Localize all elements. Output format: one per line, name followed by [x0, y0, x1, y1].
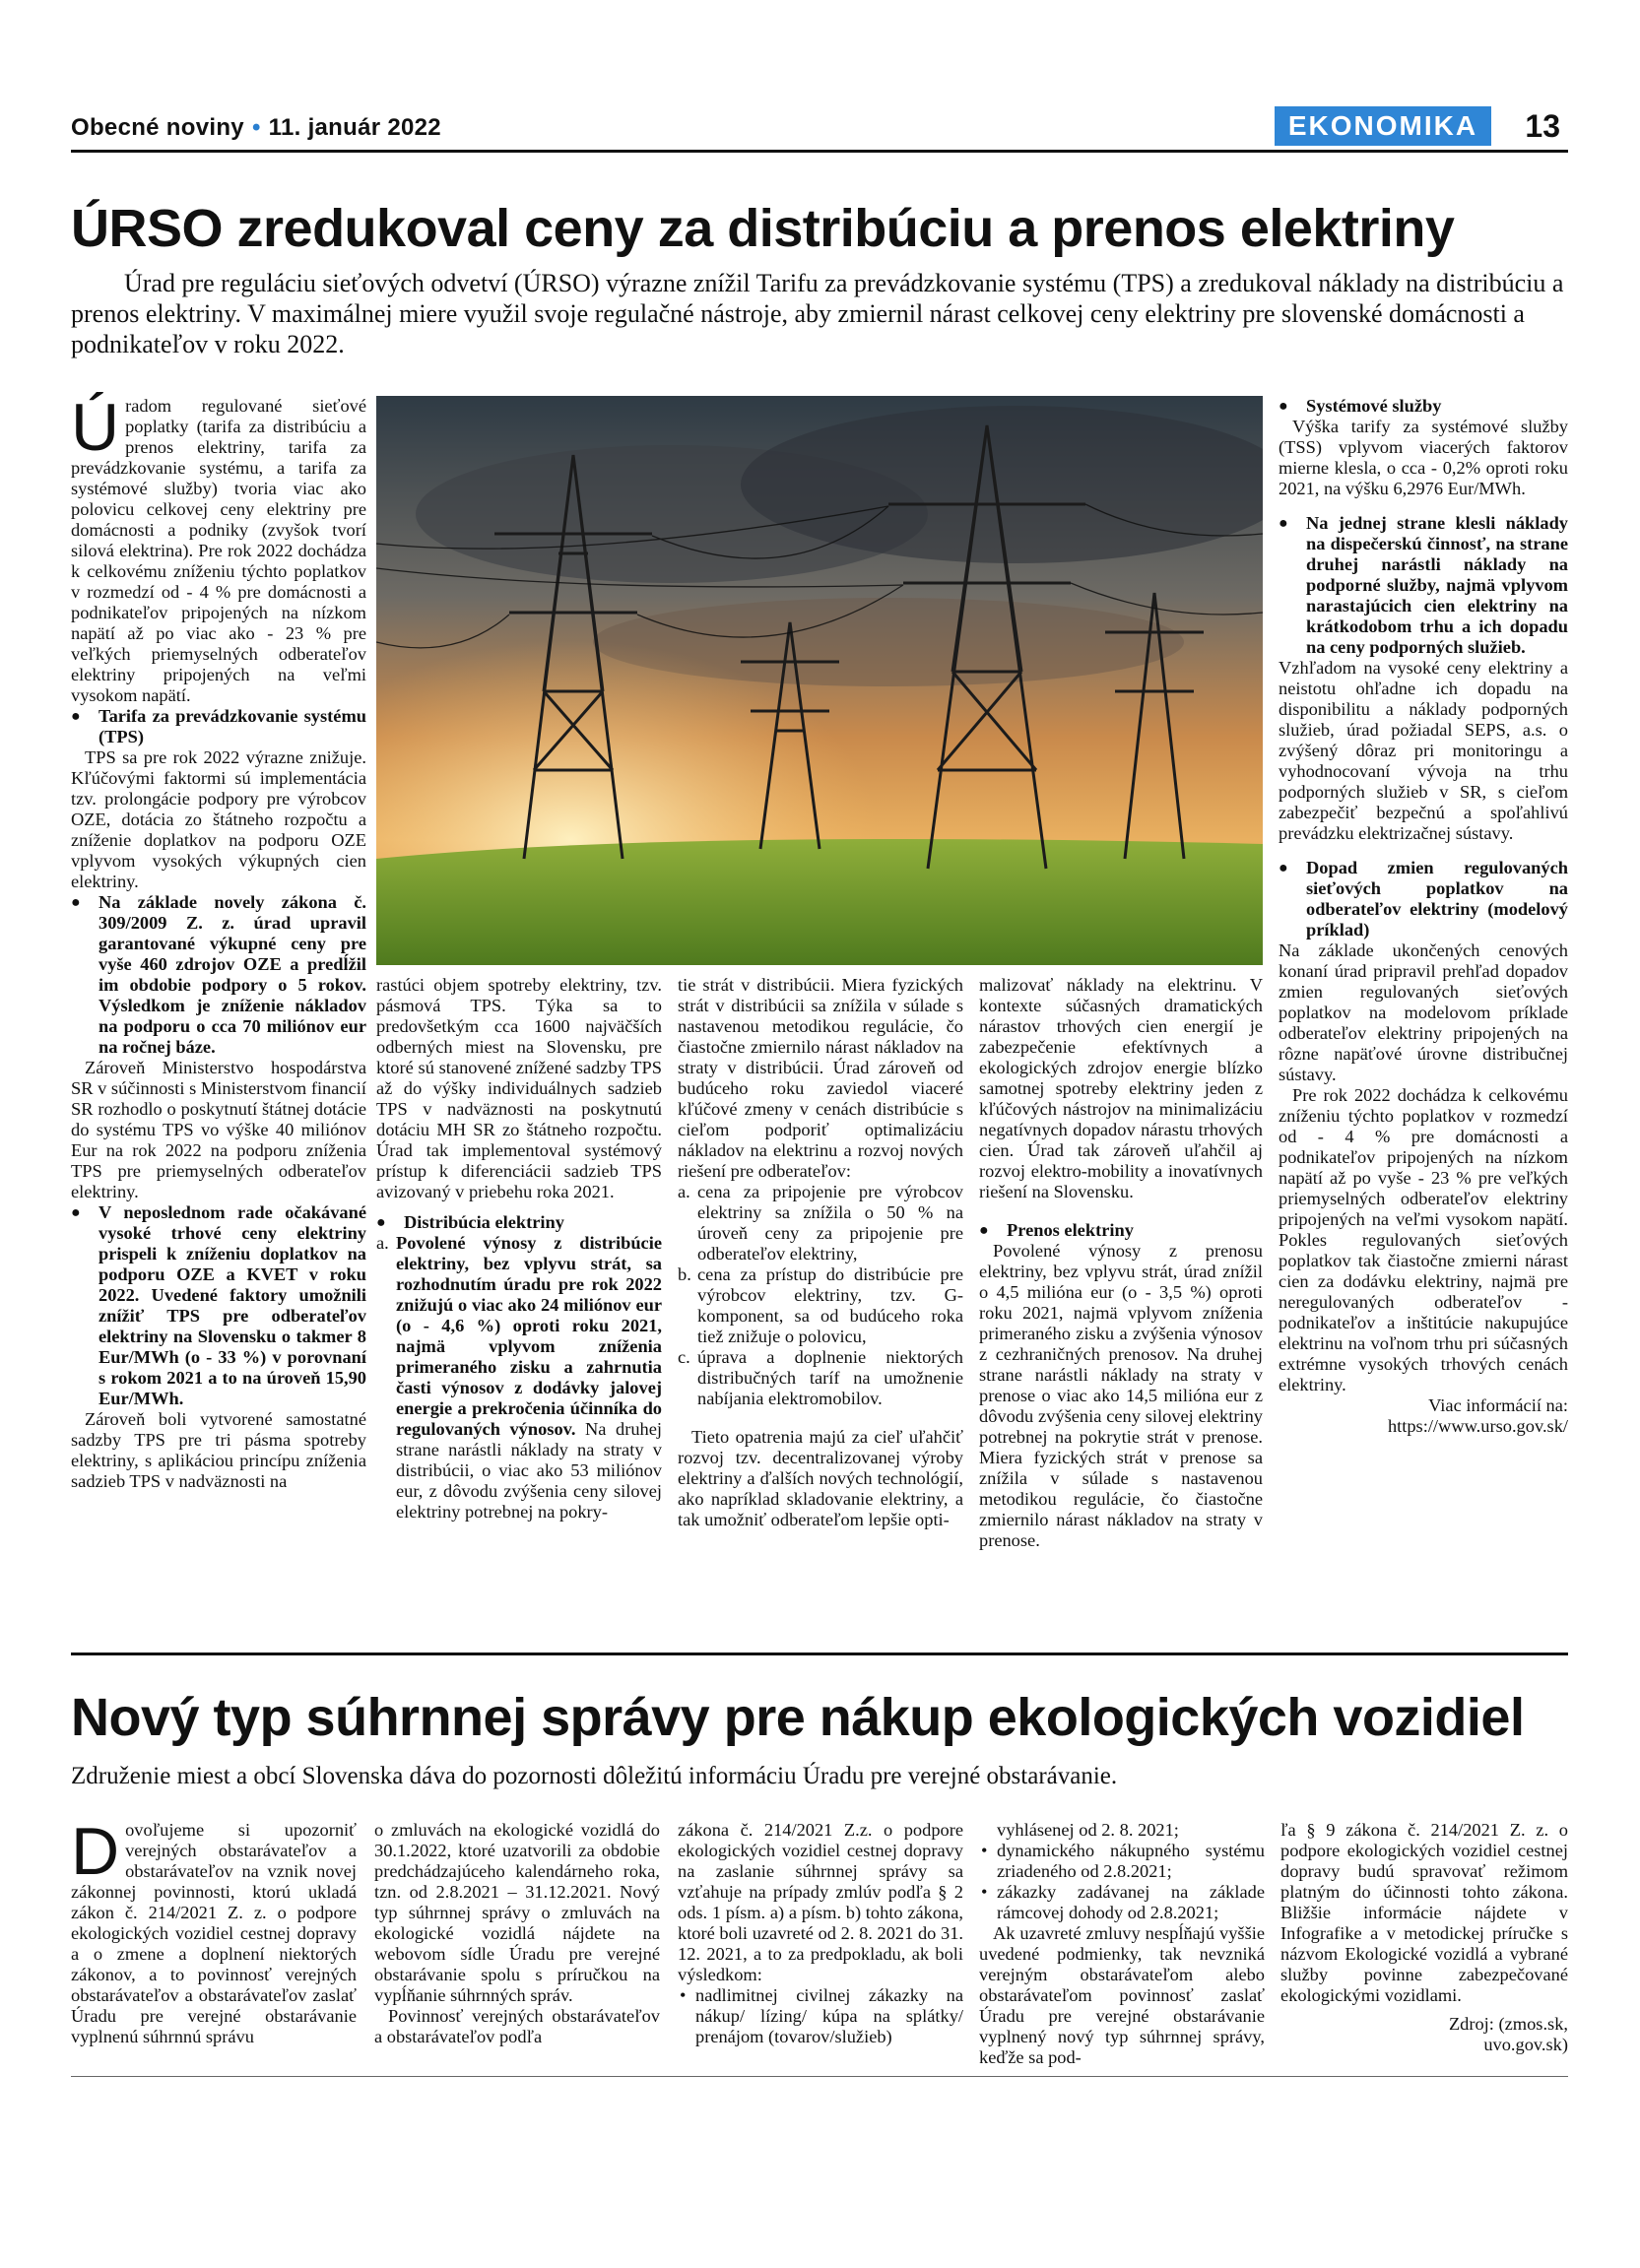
intro-paragraph: radom regulované sieťové poplatky (tarifa za distribúciu a prenos elektriny, tarifa za prevádzkovanie systému, a tarifa za systémové služby) tvoria viac ako polovicu celkovej ceny elektriny pre domácnosti a podniky (zvyšok tvorí silová elektrina). Pre rok 2022 dochádza k celkovému zníženiu týchto poplatkov v rozmedzí od - 4 % pre domácnosti a podnikateľov pripojených na nízkom napätí až po viac ako - 23 % pre veľkých priemyselných odberateľov elektriny pripojených na veľmi vysokom napätí. [71, 396, 366, 705]
article1-column-4 [979, 975, 1263, 1551]
article1-title: ÚRSO zredukoval ceny za distribúciu a prenos elektriny [71, 199, 1455, 258]
paragraph-prenos: Povolené výnosy z prenosu elektriny, bez vplyvu strát, úrad znížil o 4,5 milióna eur (o - 3,5 %) oproti roku 2021, najmä vplyvom zníženia primeraného zisku a zvýšenia výnosov z cezhraničných prenosov. Na druhej strane narástli náklady na straty v prenose o viac ako 14,5 milióna eur z dôvodu zvýšenia ceny silovej elektriny potrebnej na pokrytie strát v prenose. Miera fyzických strát v prenose sa znížila v súlade s nastavenou metodikou regulácie, čo čiastočne zmiernilo nárast nákladov na straty v prenose. [979, 1241, 1263, 1550]
bullet-heading-tps: ● Tarifa za prevádzkovanie systému (TPS) [71, 706, 366, 747]
paragraph-naklady-straty: Na druhej strane narástli náklady na straty v distribúcii, o viac ako 53 miliónov eur, z dôvodu zvýšenia ceny silovej elektriny potrebnej na pokry- [396, 1419, 662, 1522]
bottom-rule [71, 2076, 1568, 2077]
heading-distribucia: ● Distribúcia elektriny [376, 1212, 662, 1233]
bullet-trhove-ceny: ● V neposlednom rade očakávané vysoké trhové ceny elektriny prispeli k zníženiu doplatkov na podporu OZE a KVET v roku 2022. Uvedené faktory umožnili znížiť TPS pre odberateľov elektriny na Slovensku o takmer 8 Eur/MWh (o - 33 %) v porovnaní s rokom 2021 a to na úroveň 15,90 Eur/MWh. [71, 1202, 366, 1409]
list-marker: b. [678, 1264, 691, 1284]
paragraph-seps: Vzhľadom na vysoké ceny elektriny a neistotu ohľadne ich dopadu na disponibilitu a náklady podporných služieb, úrad požiadal SEPS, a.s. o zvýšený dôraz pri monitoringu a vyhodnocovaní vývoja na trhu podporných služieb v SR, s cieľom zabezpečiť bezpečnú a spoľahlivú prevádzku elektrizačnej sústavy. [1279, 658, 1568, 843]
drop-cap: Ú [71, 390, 120, 465]
page-header [71, 106, 1568, 150]
paragraph-zakon: zákona č. 214/2021 Z.z. o podpore ekologických vozidiel cestnej dopravy na zaslanie súhrnnej správy sa vzťahuje na prípady zmlúv podľa § 2 ods. 1 písm. a) a písm. b) tohto zákona, ktoré boli uzavreté od 2. 8. 2021 do 31. 12. 2021, a to za predpokladu, ak boli výsledkom: [678, 1820, 963, 1984]
bullet-dispecerska-cinnost: ● Na jednej strane klesli náklady na dispečerskú činnosť, na strane druhej narástli náklady na podporné služby, najmä vplyvom narastajúcich cien elektriny na krátkodobom trhu a ich dopadu na ceny podporných služieb. [1279, 513, 1568, 658]
source-url-link[interactable]: https://www.urso.gov.sk/ [1387, 1416, 1568, 1436]
list-item-continued: vyhlásenej od 2. 8. 2021; [997, 1820, 1179, 1840]
list-item: cena za prístup do distribúcie pre výrobcov elektriny, tzv. G-komponent, sa od budúceho roka tiež znižuje o polovicu, [697, 1264, 963, 1346]
paragraph-podmienky: Ak uzavreté zmluvy nespĺňajú vyššie uvedené podmienky, tak nevzniká verejným obstarávateľom alebo obstarávateľom povinnosť zaslať Úradu pre verejné obstarávanie vyplnený nový typ súhrnnej správy, keďže sa pod- [979, 1923, 1265, 2067]
list-marker: a. [376, 1233, 389, 1253]
article2-column-3 [678, 1820, 963, 2047]
heading-prenos: ● Prenos elektriny [979, 1220, 1263, 1241]
article1-column-5 [1279, 396, 1568, 1437]
article1-column-3 [678, 975, 963, 1530]
article1-column-2 [376, 975, 662, 1523]
header-left [71, 114, 441, 142]
paragraph-dotacia: Zároveň Ministerstvo hospodárstva SR v súčinnosti s Ministerstvom financií SR rozhodlo o poskytnutí štátnej dotácie do systému TPS vo výške 40 miliónov Eur na rok 2022 na podporu zníženia TPS pre priemyselných odberateľov elektriny. [71, 1058, 366, 1201]
bullet-dopad-zmien: ● Dopad zmien regulovaných sieťových poplatkov na odberateľov elektriny (modelový príklad) [1279, 858, 1568, 940]
paragraph-povinnost-obstaravatelov: Povinnosť verejných obstarávateľov a obstarávateľov podľa [374, 2006, 660, 2046]
paragraph-opatrenia: Tieto opatrenia majú za cieľ uľahčiť rozvoj tzv. decentralizovanej výroby elektriny a ďalších nových technológií, ako napríklad skladovanie elektriny, a tak umožniť odberateľom lepšie opti- [678, 1427, 963, 1529]
paragraph-povolene-vynosy: Povolené výnosy z distribúcie elektriny, bez vplyvu strát, sa rozhodnutím úradu pre rok 2022 znižujú o viac ako 24 miliónov eur (o - 4,6 %) oproti roku 2021, najmä vplyvom zníženia primeraného zisku a zahrnutia časti výnosov z dodávky jalovej energie a prekročenia účinníka do regulovaných výnosov. [396, 1233, 662, 1439]
article2-title: Nový typ súhrnnej správy pre nákup ekologických vozidiel [71, 1688, 1525, 1747]
header-rule [71, 150, 1568, 153]
paragraph-pasma: Zároveň boli vytvorené samostatné sadzby TPS pre tri pásma spotreby elektriny, s aplikáciou princípu zníženia sadzieb TPS v nadväznosti na [71, 1409, 366, 1491]
issue-date: 11. január 2022 [268, 114, 441, 141]
separator-dot-icon: • [251, 114, 261, 141]
bullet-novela-zakona: ● Na základe novely zákona č. 309/2009 Z. z. úrad upravil garantované výkupné ceny pre vyše 460 zdrojov OZE a predĺžil im obdobie podpory o 5 rokov. Výsledkom je zníženie nákladov na podporu o cca 70 miliónov eur na ročnej báze. [71, 892, 366, 1058]
list-marker: c. [678, 1347, 690, 1367]
paragraph-suhrnna-sprava: o zmluvách na ekologické vozidlá do 30.1.2022, ktoré uzatvorili za obdobie predchádzajúceho kalendárneho roka, tzn. od 2.8.2021 – 31.12.2021. Nový typ súhrnnej správy o zmluvách na ekologické vozidlá nájdete na webovom sídle Úradu pre verejné obstarávanie spolu s príručkou na vypĺňanie súhrnných správ. [374, 1820, 660, 2005]
paragraph-straty-distribucia: tie strát v distribúcii. Miera fyzických strát v distribúcii sa znížila v súlade s nastavenou metodikou regulácie, čo čiastočne zmiernilo nárast nákladov na straty v distribúcii. Úrad zároveň od budúceho roku zaviedol viaceré kľúčové zmeny v cenách distribúcie s cieľom podporiť optimalizáciu nákladov na elektrinu a rozvoj nových riešení pre odberateľov: [678, 975, 963, 1181]
paragraph-cenove-konania: Na základe ukončených cenových konaní úrad pripravil prehľad dopadov zmien regulovaných sieťových poplatkov na modelovom príklade odberateľov elektriny pripojených na rôzne napäťové úrovne distribučnej sústavy. [1279, 940, 1568, 1084]
list-item: úprava a doplnenie niektorých distribučných taríf na umožnenie nabíjania elektromobilov. [697, 1347, 963, 1408]
article1-lead: Úrad pre reguláciu sieťových odvetví (ÚRSO) výrazne znížil Tarifu za prevádzkovanie systému (TPS) a zredukoval náklady na distribúciu a prenos elektriny. V maximálnej miere využil svoje regulačné nástroje, aby zmiernil nárast celkovej ceny elektriny pre slovenské domácnosti a podnikateľov v roku 2022. [71, 269, 1564, 358]
power-lines-photo [376, 396, 1263, 965]
bullet-systemove-sluzby: ● Systémové služby [1279, 396, 1568, 417]
list-item: • dynamického nákupného systému zriadeného od 2.8.2021; [979, 1841, 1265, 1882]
list-item: cena za pripojenie pre výrobcov elektriny sa znížila o 50 % na úroveň ceny za pripojenie pre odberateľov elektriny, [697, 1182, 963, 1264]
source-label: Zdroj: (zmos.sk, [1448, 2014, 1568, 2034]
section-label: EKONOMIKA [1275, 106, 1491, 146]
drop-cap: D [71, 1814, 120, 1889]
article2-column-5 [1280, 1820, 1568, 2055]
page-number: 13 [1525, 108, 1560, 144]
newspaper-name: Obecné noviny [71, 114, 244, 141]
source-label: Viac informácií na: [1428, 1395, 1568, 1415]
list-item: • zákazky zadávanej na základe rámcovej dohody od 2.8.2021; [979, 1882, 1265, 1923]
paragraph-tps: TPS sa pre rok 2022 výrazne znižuje. Kľúčovými faktormi sú implementácia tzv. prolongácie podpory pre výrobcov OZE, dotácia zo štátneho rozpočtu a zníženie doplatkov na podporu OZE vplyvom vysokých výkupných cien elektriny. [71, 747, 366, 891]
paragraph-znizenie-poplatkov: Pre rok 2022 dochádza k celkovému zníženiu týchto poplatkov v rozmedzí od - 4 % pre domácnosti a podnikateľov pripojených na nízkom napätí až po vyše - 23 % pre veľkých priemyselných odberateľov elektriny pripojených na veľmi vysokom napätí. Pokles regulovaných sieťových poplatkov tak čiastočne zmierni nárast cien za dodávku elektriny, najmä pre neregulovaných odberateľov - podnikateľov a inštitúcie nakupujúce elektrinu na voľnom trhu pri súčasných extrémne vysokých trhových cenách elektriny. [1279, 1085, 1568, 1394]
paragraph-optimalizacia: malizovať náklady na elektrinu. V kontexte súčasných dramatických nárastov trhových cien energií je zabezpečenie efektívnych a ekologických zdrojov energie blízko samotnej spotreby elektriny jeden z kľúčových nástrojov na minimalizáciu negatívnych dopadov nárastu trhových cien. Úrad tak zároveň uľahčil aj rozvoj elektro-mobility a inovatívnych riešení na Slovensku. [979, 975, 1263, 1201]
article1-column-1 [71, 390, 366, 1492]
paragraph-pasmova-tps: rastúci objem spotreby elektriny, tzv. pásmová TPS. Týka sa to predovšetkým cca 1600 najväčších odberných miest na Slovensku, pre ktoré sú stanovené znížené sadzby TPS až do výšky individuálnych sadzieb TPS v nadväznosti na poskytnutú dotáciu MH SR zo štátneho rozpočtu. Úrad tak implementoval systémový prístup k diferenciácii sadzieb TPS avizovaný v priebehu roka 2021. [376, 975, 662, 1201]
article2-column-2 [374, 1820, 660, 2047]
paragraph-povinnost: ovoľujeme si upozorniť verejných obstarávateľov a obstarávateľov na vznik novej zákonnej povinnosti, ktorú ukladá zákon č. 214/2021 Z. z. o podpore ekologických vozidiel cestnej dopravy a o zmene a doplnení niektorých zákonov, a to povinnosť verejných obstarávateľov a obstarávateľov zaslať Úradu pre verejné obstarávanie vyplnenú súhrnnú správu [71, 1820, 357, 2046]
source-label: uvo.gov.sk) [1483, 2035, 1568, 2054]
article2-column-1 [71, 1814, 357, 2047]
paragraph-bližsie-informacie: ľa § 9 zákona č. 214/2021 Z. z. o podpore ekologických vozidiel cestnej dopravy budú spravovať režimom platným do účinnosti tohto zákona. Bližšie informácie nájdete v Infografike a v metodickej príručke s názvom Ekologické vozidlá a vybrané služby povinne zabezpečované ekologickými vozidlami. [1280, 1820, 1568, 2005]
article-divider [71, 1652, 1568, 1655]
article2-column-4 [979, 1820, 1265, 2068]
article2-lead: Združenie miest a obcí Slovenska dáva do pozornosti dôležitú informáciu Úradu pre verejné obstarávanie. [71, 1763, 1118, 1789]
list-item: • nadlimitnej civilnej zákazky na nákup/ lízing/ kúpa na splátky/ prenájom (tovarov/služieb) [678, 1985, 963, 2047]
paragraph-tss: Výška tarify za systémové služby (TSS) vplyvom viacerých faktorov mierne klesla, o cca - 0,2% oproti roku 2021, na výšku 6,2976 Eur/MWh. [1279, 417, 1568, 498]
list-marker: a. [678, 1182, 690, 1201]
